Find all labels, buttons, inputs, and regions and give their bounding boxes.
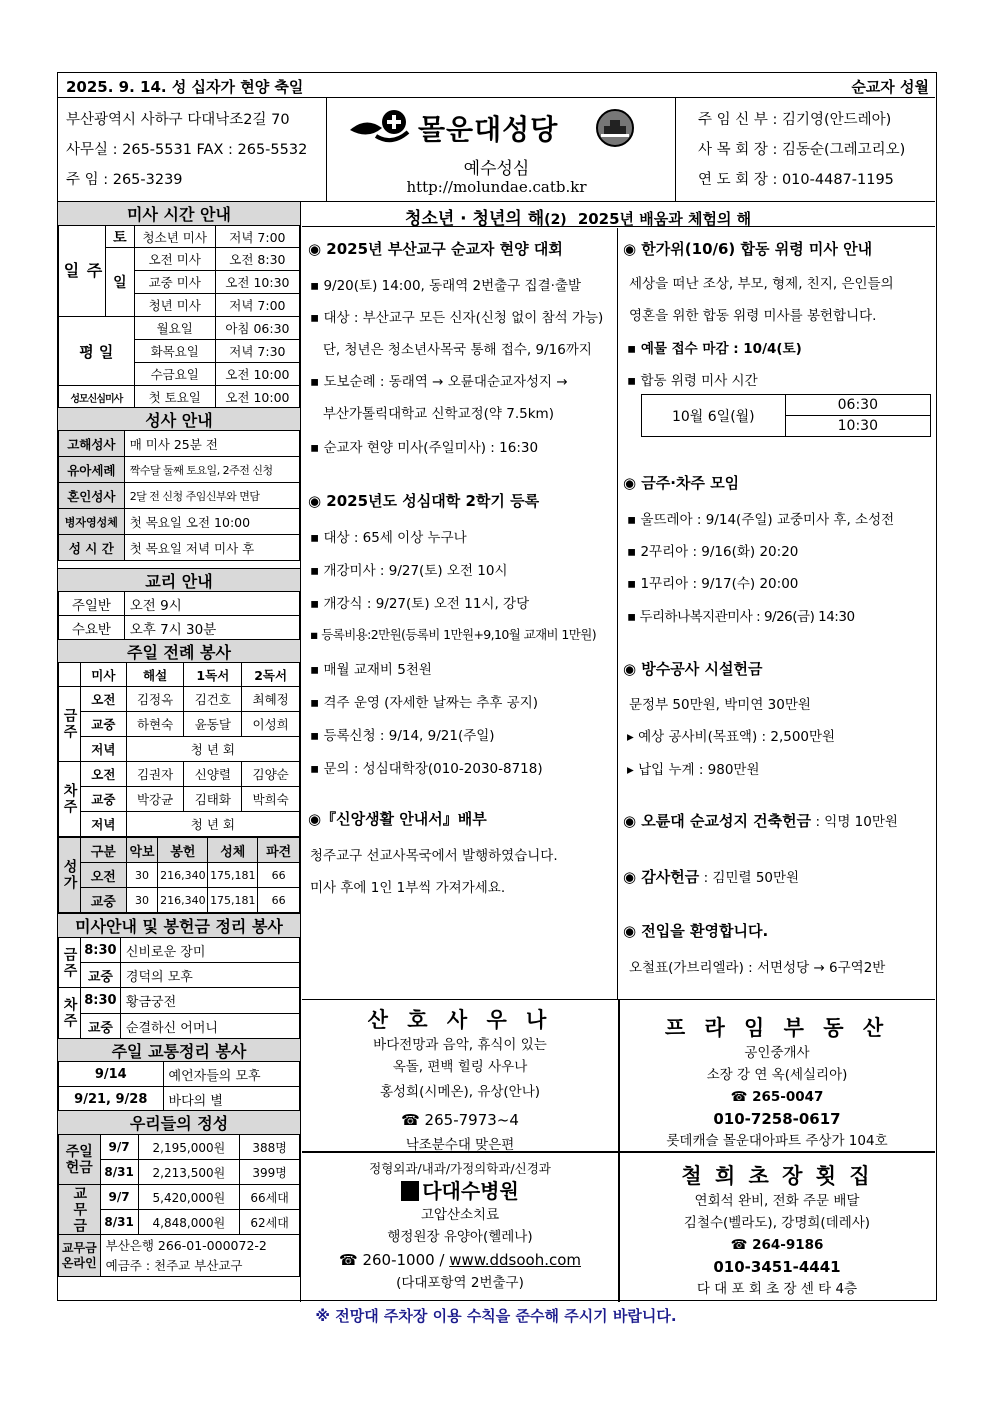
offering-table: 주일헌금 9/7 2,195,000원 388명 8/31 2,213,500원 399명 교무금 9/7 5,420,000원 66세대 8/31 4,848,000원 62세대 교무금온라인 부산은행 266-01-000072-2 예금주 : 천주교 부산교구 bbox=[58, 1134, 300, 1277]
ad-real-estate: 프 라 임 부 동 산 공인중개사 소장 강 연 옥(세실리아) ☎ 265-0047 010-7258-0617 롯데캐슬 몰운대아파트 주상가 104호 bbox=[664, 1016, 890, 1149]
right-column: ◉ 한가위(10/6) 합동 위령 미사 안내 세상을 떠난 조상, 부모, 형제, 친지, 은인들의 영혼을 위한 합동 위령 미사를 봉헌합니다. ▪ 예물 접수 마감 : 10/4(토) ▪ 합동 위령 미사 시간 10월 6일(월) 06:30 10:30 ◉ 금주·차주 모임 ▪ 울뜨레아 : 9/14(주일) 교중미사 후, 소성전 ▪ 2꾸리아 : 9/16(화) 20:20 ▪ 1꾸리아 : 9/17(수) 20:00 ▪ 두리하나복지관미사 : 9/26(금) 14:30 ◉ 방수공사 시설헌금 문정부 50만원, 박미연 30만원 ▸ 예상 공사비(목표액) : 2,500만원 ▸ 납입 누계 : 980만원 ◉ 오륜대 순교성지 건축헌금 : 익명 10만원 ◉ 감사헌금 : 김민렬 50만원 ◉ 전입을 환영합니다. 오철표(가브리엘라) : 서면성당 → 6구역2반 bbox=[619, 228, 935, 999]
hospital-logo-icon bbox=[401, 1181, 419, 1201]
shrine-fund-heading: ◉ 오륜대 순교성지 건축헌금 bbox=[623, 812, 812, 830]
top-bar bbox=[58, 73, 935, 98]
offering-title: 우리들의 정성 bbox=[58, 1110, 300, 1135]
doctrine-title: 교리 안내 bbox=[58, 568, 300, 592]
parking-notice: ※ 전망대 주차장 이용 수칙을 준수해 주시기 바랍니다. bbox=[315, 1307, 677, 1325]
ads-area bbox=[302, 999, 935, 1302]
church-name: 몰운대성당 bbox=[418, 113, 559, 146]
middle-column: ◉ 2025년 부산교구 순교자 현양 대회 ▪ 9/20(토) 14:00, 동래역 2번출구 집결·출발 ▪ 대상 : 부산교구 모든 신자(신청 없이 참석 가능) 단, 청년은 청소년사목국 통해 접수, 9/16까지 ▪ 도보순례 : 동래역 → 오륜대순교자성지 → 부산가톨릭대학교 신학교정(약 7.5km) ▪ 순교자 현양 미사(주일미사) : 16:30 ◉ 2025년도 성심대학 2학기 등록 ▪ 대상 : 65세 이상 누구나 ▪ 개강미사 : 9/27(토) 오전 10시 ▪ 개강식 : 9/27(토) 오전 11시, 강당 ▪ 등록비용:2만원(등록비 1만원+9,10월 교재비 1만원) ▪ 매월 교재비 5천원 ▪ 격주 운영 (자세한 날짜는 추후 공지) ▪ 등록신청 : 9/14, 9/21(주일) ▪ 문의 : 성심대학장(010-2030-8718) ◉『신앙생활 안내서』배부 청주교구 선교사목국에서 발행하였습니다. 미사 후에 1인 1부씩 가져가세요. bbox=[302, 228, 618, 999]
ad-sauna: 산 호 사 우 나 바다전망과 음악, 휴식이 있는 옥돌, 편백 힐링 사우나 홍성희(시메온), 유상(안나) ☎ 265-7973~4 낙조분수대 맞은편 bbox=[367, 1008, 553, 1153]
faith-guide-heading: ◉『신앙생활 안내서』배부 bbox=[308, 810, 487, 828]
martyr-rally-heading: ◉ 2025년 부산교구 순교자 현양 대회 bbox=[308, 240, 563, 258]
meetings-heading: ◉ 금주·차주 모임 bbox=[623, 474, 740, 492]
mass-times-title: 미사 시간 안내 bbox=[58, 202, 300, 226]
union-head: 연 도 회 장 : 010-4487-1195 bbox=[698, 172, 894, 188]
mass-times-table: 주 일 토 청소년 미사 저녁 7:00 일 오전 미사 오전 8:30 교중 미사 오전 10:30 청년 미사 저녁 7:00 평 일 월요일 아침 06:30 화목요일 저녁 7:30 수금요일 오전 10:00 성모신심미사 첫 토요일 오전 10:00 bbox=[58, 225, 300, 409]
pastor: 주 임 신 부 : 김기영(안드레아) bbox=[698, 112, 892, 128]
choir-table: 성가 구분 악보 봉헌 성체 파견 오전 30 216,340 175,181 66 교중 30 216,340 175,181 66 bbox=[58, 837, 300, 913]
address: 부산광역시 사하구 다대낙조2길 70 bbox=[66, 112, 290, 128]
office-phone: 사무실 : 265-5531 FAX : 265-5532 bbox=[66, 142, 308, 158]
left-column bbox=[58, 202, 301, 1302]
ad-restaurant: 철 희 초 장 횟 집 연회석 완비, 전화 주문 배달 김철수(벨라도), 강명희(데레사) ☎ 264-9186 010-3451-4441 다 대 포 회 초 장 센 타 4층 bbox=[681, 1164, 873, 1297]
thanks-offering-heading: ◉ 감사헌금 bbox=[623, 868, 700, 886]
pastoral-council-head: 사 목 회 장 : 김동순(그레고리오) bbox=[698, 142, 906, 158]
church-emblem-icon bbox=[595, 108, 635, 148]
guide-table: 금주 8:30 신비로운 장미 교중 경덕의 모후 차주 8:30 황금궁전 교중 순결하신 어머니 bbox=[58, 937, 300, 1039]
welcome-heading: ◉ 전입을 환영합니다. bbox=[623, 922, 769, 940]
rectory-phone: 주 임 : 265-3239 bbox=[66, 172, 183, 188]
sacrament-table: 고해성사 매 미사 25분 전 유아세례 짝수달 둘째 토요일, 2주전 신청 혼인성사 2달 전 신청 주임신부와 면담 병자영성체 첫 목요일 오전 10:00 성 시 간 첫 목요일 저녁 미사 후 bbox=[58, 430, 300, 561]
guide-title: 미사안내 및 봉헌금 정리 봉사 bbox=[58, 913, 300, 938]
church-logo-icon bbox=[346, 106, 414, 146]
month-theme: 순교자 성월 bbox=[851, 78, 929, 96]
sacred-heart: 예수성심 bbox=[463, 159, 530, 179]
liturgy-title: 주일 전례 봉사 bbox=[58, 639, 300, 663]
hospital-website[interactable]: www.ddsooh.com bbox=[449, 1251, 581, 1269]
weekday-label: 평 일 bbox=[59, 317, 135, 386]
waterproofing-heading: ◉ 방수공사 시설헌금 bbox=[623, 660, 763, 678]
bank-account: 부산은행 266-01-000072-2 bbox=[105, 1237, 267, 1253]
seongsim-college-heading: ◉ 2025년도 성심대학 2학기 등록 bbox=[308, 492, 540, 510]
sunday-label: 주 bbox=[84, 262, 103, 280]
memorial-mass-table: 10월 6일(월) 06:30 10:30 bbox=[641, 394, 931, 437]
year-banner: 청소년 · 청년의 해(2) 2025년 배움과 체험의 해 bbox=[302, 202, 935, 227]
sacrament-title: 성사 안내 bbox=[58, 407, 300, 431]
doctrine-table: 주일반 오전 9시 수요반 오후 7시 30분 bbox=[58, 591, 300, 640]
bulletin-page bbox=[57, 72, 937, 1301]
ad-hospital: 정형외과/내과/가정의학과/신경과 다대수병원 고압산소치료 행정원장 유양아(헬레나) ☎ 260-1000 / www.ddsooh.com (다대포항역 2번출구) bbox=[339, 1161, 581, 1291]
date-feast: 2025. 9. 14. 성 십자가 현양 축일 bbox=[66, 78, 304, 96]
memorial-mass-heading: ◉ 한가위(10/6) 합동 위령 미사 안내 bbox=[623, 240, 873, 258]
header bbox=[58, 98, 935, 202]
website-url[interactable]: http://molundae.catb.kr bbox=[406, 178, 587, 196]
account-holder: 예금주 : 천주교 부산교구 bbox=[105, 1257, 243, 1273]
traffic-title: 주일 교통정리 봉사 bbox=[58, 1038, 300, 1062]
liturgy-table: 미사 해설 1독서 2독서 금주 오전 김정옥 김건호 최혜정 교중 하현숙 윤동달 이성희 저녁 청 년 회 차주 오전 김권자 신양렬 김양순 교중 박강균 김태화 박희숙 저녁 청 년 회 bbox=[58, 662, 300, 837]
traffic-table: 9/14 예언자들의 모후 9/21, 9/28 바다의 별 bbox=[58, 1061, 300, 1112]
